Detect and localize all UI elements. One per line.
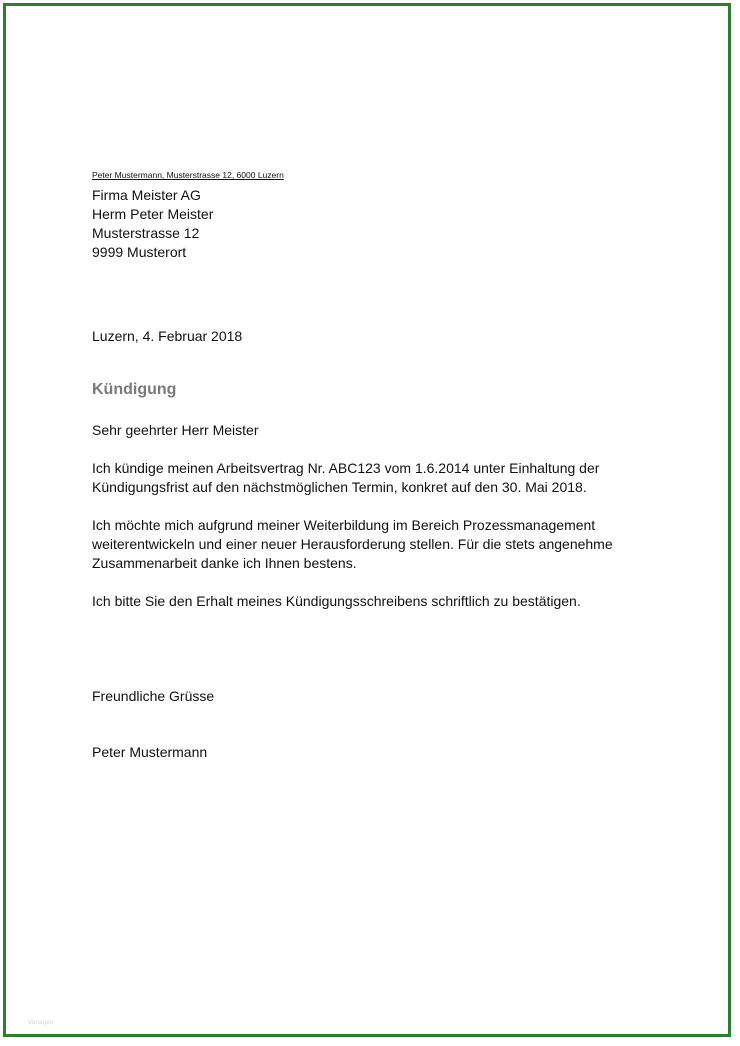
recipient-line: 9999 Musterort (92, 244, 187, 260)
recipient-line: Herm Peter Meister (92, 206, 214, 222)
letter-date: Luzern, 4. Februar 2018 (92, 328, 243, 344)
recipient-line: Firma Meister AG (92, 187, 201, 203)
recipient-address (92, 186, 652, 262)
page-frame (3, 3, 731, 1037)
letter-salutation: Sehr geehrter Herr Meister (92, 422, 259, 438)
letter-body (92, 169, 652, 762)
letter-paragraph: Ich kündige meinen Arbeitsvertrag Nr. ABC123 vom 1.6.2014 unter Einhaltung der Kündigungsfrist auf den nächstmöglichen Termin, konkret auf den 30. Mai 2018. (92, 460, 600, 495)
letter-subject: Kündigung (92, 381, 177, 398)
letter-closing: Freundliche Grüsse (92, 688, 215, 704)
letter-paragraph: Ich bitte Sie den Erhalt meines Kündigungsschreibens schriftlich zu bestätigen. (92, 593, 581, 609)
sender-return-address: Peter Mustermann, Musterstrasse 12, 6000 Luzern (92, 170, 284, 180)
recipient-line: Musterstrasse 12 (92, 225, 200, 241)
letter-paragraph: Ich möchte mich aufgrund meiner Weiterbildung im Bereich Prozessmanagement weiterentwickeln und einer neuer Herausforderung stellen. Für die stets angenehme Zusammenarbeit danke ich Ihnen bestens. (92, 517, 613, 571)
footer-watermark: Vorlagen (28, 1020, 54, 1026)
letter-signature: Peter Mustermann (92, 744, 208, 760)
